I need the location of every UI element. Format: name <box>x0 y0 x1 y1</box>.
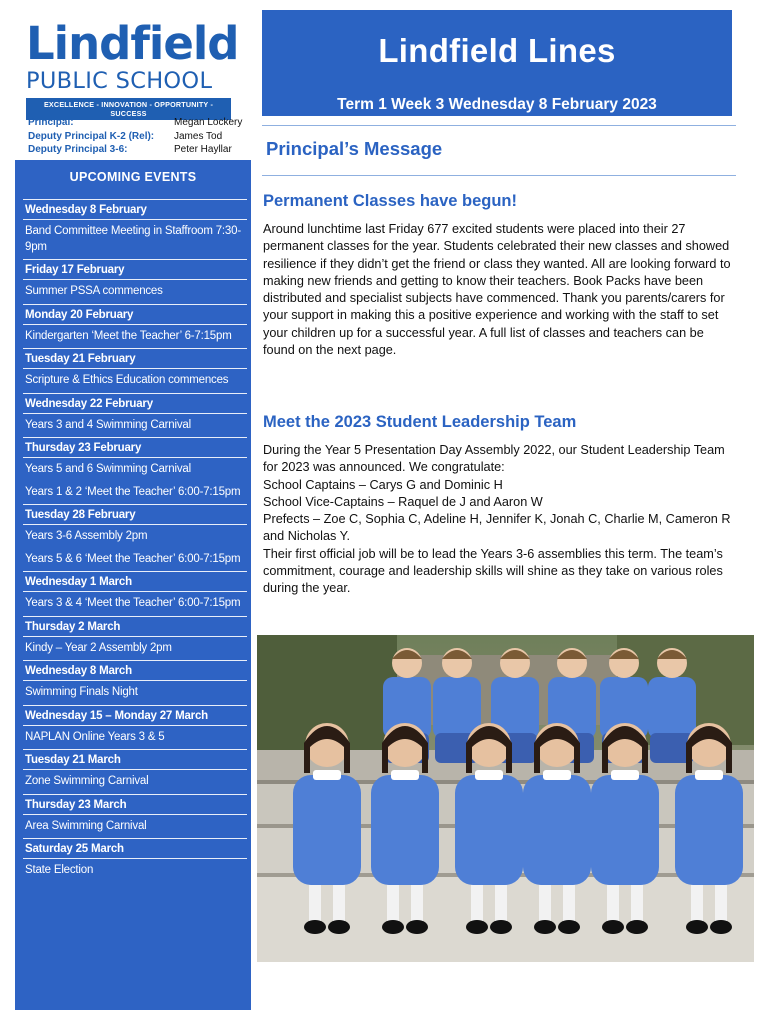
article-body <box>263 442 733 598</box>
event-date: Wednesday 8 March <box>23 660 247 681</box>
student-figure <box>333 885 345 923</box>
event-item: NAPLAN Online Years 3 & 5 <box>25 730 165 743</box>
article-line: Prefects – Zoe C, Sophia C, Adeline H, Jennifer K, Jonah C, Charlie M, Cameron R and Nicholas Y. <box>263 512 731 544</box>
student-figure <box>648 677 696 739</box>
divider <box>262 125 736 126</box>
staff-list <box>28 116 252 157</box>
event-date: Friday 17 February <box>23 259 247 280</box>
event-item: Kindergarten ‘Meet the Teacher’ 6-7:15pm <box>25 329 232 342</box>
article-heading: Permanent Classes have begun! <box>263 192 518 210</box>
staff-row <box>28 130 252 144</box>
article-body: Around lunchtime last Friday 677 excited students were placed into their 27 permanent classes for the year. Students celebrated their new classes and showed resilience if they didn’t get the friend or class they wanted. All are looking forward to making new friends and getting to know their teachers. Book Packs have been distributed and specialist subjects have commenced. Thank you parents/carers for your support in making this a positive experience and working with the staff to set your children up for a successful year. A full list of classes and teachers can be found on the next page. <box>263 222 731 358</box>
student-figure <box>675 775 743 885</box>
staff-row <box>28 116 252 130</box>
student-figure <box>686 920 708 934</box>
student-figure <box>309 885 321 923</box>
staff-role: Deputy Principal K-2 (Rel): <box>28 130 155 142</box>
student-figure <box>715 885 727 923</box>
article-line: Their first official job will be to lead the Years 3-6 assemblies this term. The team’s commitment, courage and leadership skills will shine as they take on various roles during the year. <box>263 546 723 596</box>
article-line: During the Year 5 Presentation Day Assembly 2022, our Student Leadership Team for 2023 was announced. We congratulate: <box>263 443 725 475</box>
student-figure <box>328 920 350 934</box>
divider <box>262 175 736 176</box>
event-date: Monday 20 February <box>23 304 247 325</box>
newsletter-issue-date: Term 1 Week 3 Wednesday 8 February 2023 <box>337 96 657 113</box>
event-date: Wednesday 22 February <box>23 393 247 414</box>
photo-illustration <box>257 635 754 962</box>
article-permanent-classes <box>263 192 733 359</box>
event-date: Tuesday 21 March <box>23 749 247 770</box>
student-figure <box>391 770 419 780</box>
event-item: Years 3 and 4 Swimming Carnival <box>25 418 191 431</box>
staff-name: Megan Lockery <box>174 117 243 128</box>
student-leaders-photo <box>257 635 754 962</box>
event-date: Thursday 23 February <box>23 437 247 458</box>
sidebar-title: UPCOMING EVENTS <box>69 170 197 184</box>
event-item: Years 1 & 2 ‘Meet the Teacher’ 6:00-7:15pm <box>25 485 241 498</box>
student-figure <box>406 920 428 934</box>
event-date: Saturday 25 March <box>23 838 247 859</box>
student-figure <box>543 770 571 780</box>
student-figure <box>591 775 659 885</box>
student-figure <box>475 770 503 780</box>
student-figure <box>607 885 619 923</box>
article-line: School Vice-Captains – Raquel de J and Aaron W <box>263 494 543 509</box>
logo-subtitle: PUBLIC SCHOOL <box>26 68 213 94</box>
article-line: School Captains – Carys G and Dominic H <box>263 477 503 492</box>
student-figure <box>411 885 423 923</box>
newsletter-title: Lindfield Lines <box>378 32 616 69</box>
staff-role: Deputy Principal 3-6: <box>28 144 128 155</box>
student-figure <box>558 920 580 934</box>
student-figure <box>304 920 326 934</box>
event-date: Tuesday 21 February <box>23 348 247 369</box>
student-figure <box>534 920 556 934</box>
student-figure <box>523 775 591 885</box>
event-item: Years 3-6 Assembly 2pm <box>25 530 148 542</box>
staff-role: Principal: <box>28 117 74 128</box>
student-figure <box>371 775 439 885</box>
staff-row <box>28 143 252 157</box>
event-item: Band Committee Meeting in Staffroom 7:30-9pm <box>25 225 241 253</box>
section-heading: Principal’s Message <box>266 138 443 159</box>
student-figure <box>382 920 404 934</box>
event-item: Swimming Finals Night <box>25 686 138 698</box>
student-figure <box>611 770 639 780</box>
event-item: Zone Swimming Carnival <box>25 775 149 787</box>
event-item: Area Swimming Carnival <box>25 819 147 832</box>
staff-name: Peter Hayllar <box>174 144 232 155</box>
student-figure <box>710 920 732 934</box>
student-figure <box>626 920 648 934</box>
logo-name: Lindfield <box>26 17 239 70</box>
article-leadership-team <box>263 413 733 598</box>
event-item: Years 5 & 6 ‘Meet the Teacher’ 6:00-7:15pm <box>25 552 241 565</box>
student-figure <box>466 920 488 934</box>
student-figure <box>313 770 341 780</box>
staff-name: James Tod <box>174 130 223 142</box>
upcoming-events-sidebar <box>15 160 251 1010</box>
student-figure <box>455 775 523 885</box>
newsletter-banner <box>262 10 732 116</box>
student-figure <box>631 885 643 923</box>
school-logo <box>26 17 239 120</box>
event-item: Scripture & Ethics Education commences <box>25 374 229 386</box>
student-figure <box>602 920 624 934</box>
event-date: Thursday 23 March <box>23 794 247 815</box>
student-figure <box>691 885 703 923</box>
event-date: Thursday 2 March <box>23 616 247 637</box>
event-date: Tuesday 28 February <box>23 504 247 525</box>
student-figure <box>495 885 507 923</box>
student-figure <box>387 885 399 923</box>
event-date: Wednesday 8 February <box>23 199 247 220</box>
event-item: Years 3 & 4 ‘Meet the Teacher’ 6:00-7:15pm <box>25 597 241 609</box>
student-figure <box>695 770 723 780</box>
article-heading: Meet the 2023 Student Leadership Team <box>263 413 577 431</box>
student-figure <box>563 885 575 923</box>
student-figure <box>293 775 361 885</box>
event-date: Wednesday 15 – Monday 27 March <box>23 705 247 726</box>
event-item: Summer PSSA commences <box>25 285 163 297</box>
event-date: Wednesday 1 March <box>23 571 247 592</box>
event-item: Years 5 and 6 Swimming Carnival <box>25 463 191 475</box>
student-figure <box>471 885 483 923</box>
student-figure <box>490 920 512 934</box>
events-list <box>23 199 247 882</box>
event-item: Kindy – Year 2 Assembly 2pm <box>25 641 172 654</box>
event-item: State Election <box>25 864 94 876</box>
student-figure <box>539 885 551 923</box>
logo-motto: EXCELLENCE - INNOVATION - OPPORTUNITY - SUCCESS <box>26 98 231 120</box>
